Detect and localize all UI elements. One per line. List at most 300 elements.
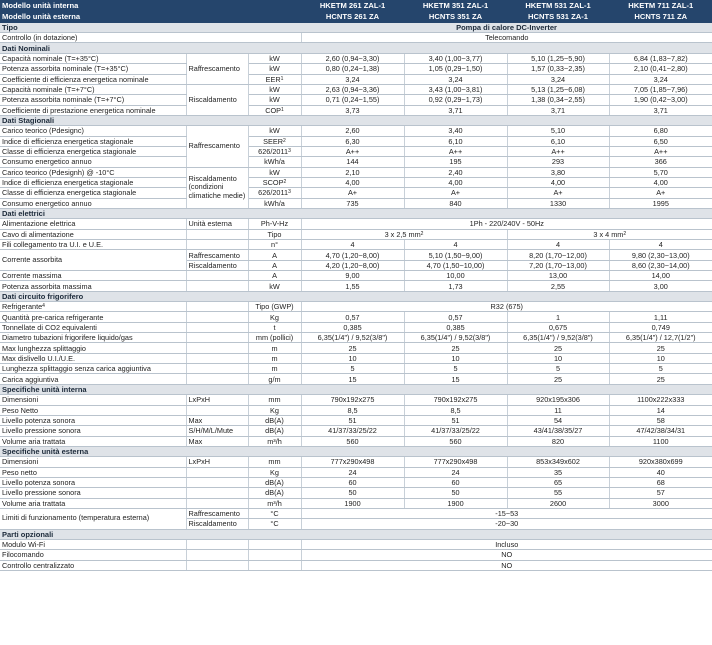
unit-cell: dB(A) — [248, 488, 301, 498]
value-cell: 144 — [301, 157, 404, 167]
external-model: HCNTS 531 ZA-1 — [507, 11, 609, 22]
unit-cell: mm — [248, 457, 301, 467]
value-cell: 4,70 (1,20~8,00) — [301, 250, 404, 260]
row-label: Classe di efficienza energetica stagionale — [0, 146, 186, 156]
value-cell: A++ — [507, 146, 609, 156]
empty-cell — [186, 312, 248, 322]
empty-cell — [248, 550, 301, 560]
sub-label: Raffrescamento — [186, 508, 248, 518]
value-cell: 25 — [301, 343, 404, 353]
value-cell: 6,50 — [609, 136, 712, 146]
row-label: Limiti di funzionamento (temperatura esterna) — [0, 508, 186, 529]
value-cell: 0,57 — [301, 312, 404, 322]
table-row — [0, 550, 712, 560]
sub-label: Max — [186, 415, 248, 425]
section-header — [0, 291, 712, 301]
value-cell: 195 — [404, 157, 507, 167]
table-row — [0, 53, 712, 63]
value-cell: 68 — [609, 477, 712, 487]
value-cell: 0,675 — [507, 322, 609, 332]
table-row — [0, 126, 712, 136]
section-title: Dati Stagionali — [0, 115, 712, 125]
row-label: Volume aria trattata — [0, 498, 186, 508]
value-cell: 293 — [507, 157, 609, 167]
value-cell: 5,10 (1,25~5,90) — [507, 53, 609, 63]
unit-cell: °C — [248, 508, 301, 518]
unit-cell: kW — [248, 64, 301, 74]
limiti-raff-row — [0, 508, 712, 518]
table-row — [0, 498, 712, 508]
value-cell: -15~53 — [301, 508, 712, 518]
table-row — [0, 477, 712, 487]
unit-cell: 626/2011$^3$ — [248, 146, 301, 156]
group-label: Raffrescamento — [186, 126, 248, 167]
value-cell: 0,749 — [609, 322, 712, 332]
value-cell: 8,20 (1,70~12,00) — [507, 250, 609, 260]
value-cell: 920x195x306 — [507, 395, 609, 405]
value-cell: 35 — [507, 467, 609, 477]
value-cell: 13,00 — [507, 271, 609, 281]
value-cell: 6,35(1/4") / 9,52(3/8") — [507, 333, 609, 343]
unit-cell: kW — [248, 53, 301, 63]
value-cell: 15 — [301, 374, 404, 384]
row-label: Peso Netto — [0, 405, 186, 415]
table-row — [0, 198, 712, 208]
unit-cell: n° — [248, 240, 301, 250]
controllo-row — [0, 33, 712, 43]
refrigerante-row — [0, 302, 712, 312]
value-cell: 3 x 2,5 $mm^2$ — [301, 229, 507, 239]
value-cell: 51 — [301, 415, 404, 425]
tipo-value: Pompa di calore DC-Inverter — [301, 22, 712, 32]
value-cell: 4,00 — [404, 177, 507, 187]
internal-model: HKETM 351 ZAL-1 — [404, 0, 507, 11]
empty-cell — [186, 550, 248, 560]
internal-model: HKETM 531 ZAL-1 — [507, 0, 609, 11]
empty-cell — [186, 240, 248, 250]
value-cell: 40 — [609, 467, 712, 477]
table-row — [0, 415, 712, 425]
value-cell: 10 — [609, 353, 712, 363]
value-cell: 11 — [507, 405, 609, 415]
value-cell: 1,90 (0,42~3,00) — [609, 95, 712, 105]
potenza-max-row — [0, 281, 712, 291]
value-cell: 3,73 — [301, 105, 404, 115]
unit-cell: mm — [248, 395, 301, 405]
value-cell: 25 — [507, 343, 609, 353]
value-cell: 3,71 — [507, 105, 609, 115]
value-cell: 790x192x275 — [301, 395, 404, 405]
unit-cell: Ph-V-Hz — [248, 219, 301, 229]
unit-cell: COP$^1$ — [248, 105, 301, 115]
external-model: HCNTS 351 ZA — [404, 11, 507, 22]
table-row — [0, 395, 712, 405]
value-cell: 25 — [404, 343, 507, 353]
value-cell: 6,10 — [404, 136, 507, 146]
section-title: Specifiche unità esterna — [0, 446, 712, 456]
value-cell: 47/42/38/34/31 — [609, 426, 712, 436]
value-cell: 4 — [301, 240, 404, 250]
value-cell: 2600 — [507, 498, 609, 508]
group-label: Riscaldamento (condizioni climatiche medie) — [186, 167, 248, 208]
value-cell: 1,05 (0,29~1,50) — [404, 64, 507, 74]
sub-label: LxPxH — [186, 457, 248, 467]
unit-cell: mm (pollici) — [248, 333, 301, 343]
value-cell: 777x290x498 — [404, 457, 507, 467]
value-cell: 5 — [404, 364, 507, 374]
table-row — [0, 353, 712, 363]
value-cell: 6,80 — [609, 126, 712, 136]
value-cell: 7,05 (1,85~7,96) — [609, 84, 712, 94]
table-row — [0, 333, 712, 343]
value-cell: 2,63 (0,94~3,36) — [301, 84, 404, 94]
row-label: Potenza assorbita massima — [0, 281, 186, 291]
unit-cell: kWh/a — [248, 157, 301, 167]
sub-label: Max — [186, 436, 248, 446]
unit-cell: SCOP$^2$ — [248, 177, 301, 187]
value-cell: 3,71 — [609, 105, 712, 115]
value-cell: 6,30 — [301, 136, 404, 146]
header-row-external — [0, 11, 712, 22]
empty-cell — [186, 364, 248, 374]
table-row — [0, 539, 712, 549]
sub-label: Riscaldamento — [186, 260, 248, 270]
unit-cell: m — [248, 364, 301, 374]
table-row — [0, 488, 712, 498]
empty-cell — [186, 353, 248, 363]
table-row — [0, 64, 712, 74]
internal-model-label: Modello unità interna — [0, 0, 301, 11]
internal-model: HKETM 261 ZAL-1 — [301, 0, 404, 11]
table-row — [0, 343, 712, 353]
unit-cell: dB(A) — [248, 477, 301, 487]
table-row — [0, 426, 712, 436]
value-cell: 3000 — [609, 498, 712, 508]
section-title: Specifiche unità interna — [0, 384, 712, 394]
unit-cell: SEER$^2$ — [248, 136, 301, 146]
value-cell: 15 — [404, 374, 507, 384]
value-cell: 2,10 (0,41~2,80) — [609, 64, 712, 74]
unit-cell: kW — [248, 95, 301, 105]
value-cell: A++ — [301, 146, 404, 156]
group-label: Raffrescamento — [186, 53, 248, 84]
row-label: Cavo di alimentazione — [0, 229, 186, 239]
value-cell: 60 — [301, 477, 404, 487]
unit-cell: A — [248, 271, 301, 281]
value-cell: 1 — [507, 312, 609, 322]
value-cell: 5,10 — [507, 126, 609, 136]
internal-model: HKETM 711 ZAL-1 — [609, 0, 712, 11]
value-cell: 4,00 — [609, 177, 712, 187]
tipo-row — [0, 22, 712, 32]
table-row — [0, 157, 712, 167]
table-row — [0, 364, 712, 374]
section-header — [0, 384, 712, 394]
table-row — [0, 136, 712, 146]
value-cell: 60 — [404, 477, 507, 487]
value-cell: 3,40 (1,00~3,77) — [404, 53, 507, 63]
controllo-label: Controllo (in dotazione) — [0, 33, 301, 43]
value-cell: 3,24 — [404, 74, 507, 84]
row-label: Indice di efficienza energetica stagionale — [0, 136, 186, 146]
external-model-label: Modello unità esterna — [0, 11, 301, 22]
table-row — [0, 188, 712, 198]
value-cell: A+ — [609, 188, 712, 198]
value-cell: 8,60 (2,30~14,00) — [609, 260, 712, 270]
unit-cell: A — [248, 260, 301, 270]
sub-label: Raffrescamento — [186, 250, 248, 260]
value-cell: 8,5 — [404, 405, 507, 415]
empty-cell — [186, 374, 248, 384]
value-cell: 1995 — [609, 198, 712, 208]
table-row — [0, 312, 712, 322]
row-label: Livello potenza sonora — [0, 415, 186, 425]
value-cell: 1100x222x333 — [609, 395, 712, 405]
empty-cell — [186, 229, 248, 239]
unit-cell: Kg — [248, 467, 301, 477]
row-label: Dimensioni — [0, 457, 186, 467]
value-cell: 5 — [507, 364, 609, 374]
value-cell: 4 — [507, 240, 609, 250]
value-cell: 54 — [507, 415, 609, 425]
row-label: Capacità nominale (T=+7°C) — [0, 84, 186, 94]
row-label: Coefficiente di prestazione energetica nominale — [0, 105, 186, 115]
value-cell: 366 — [609, 157, 712, 167]
row-label: Livello potenza sonora — [0, 477, 186, 487]
unit-cell: kW — [248, 167, 301, 177]
row-label: Consumo energetico annuo — [0, 157, 186, 167]
row-label: Classe di efficienza energetica stagionale — [0, 188, 186, 198]
value-cell: 50 — [404, 488, 507, 498]
empty-cell — [186, 560, 248, 570]
value-cell: 3,24 — [301, 74, 404, 84]
row-label: Max lunghezza splittaggio — [0, 343, 186, 353]
value-cell: 0,92 (0,29~1,73) — [404, 95, 507, 105]
row-label: Potenza assorbita nominale (T=+35°C) — [0, 64, 186, 74]
unit-cell: m³/h — [248, 436, 301, 446]
value-cell: 6,35(1/4") / 12,7(1/2") — [609, 333, 712, 343]
unit-cell: m — [248, 343, 301, 353]
empty-cell — [186, 281, 248, 291]
value-cell: 14 — [609, 405, 712, 415]
value-cell: 10 — [404, 353, 507, 363]
row-label: Capacità nominale (T=+35°C) — [0, 53, 186, 63]
value-cell: 840 — [404, 198, 507, 208]
unit-cell: m — [248, 353, 301, 363]
value-cell: A+ — [404, 188, 507, 198]
fili-row — [0, 240, 712, 250]
sub-label: Riscaldamento — [186, 519, 248, 529]
value-cell: 1Ph - 220/240V - 50Hz — [301, 219, 712, 229]
corrente-raff-row — [0, 250, 712, 260]
header-row-internal — [0, 0, 712, 11]
section-title: Dati Nominali — [0, 43, 712, 53]
table-row — [0, 560, 712, 570]
row-label: Refrigerante$^4$ — [0, 302, 186, 312]
empty-cell — [186, 539, 248, 549]
value-cell: NO — [301, 560, 712, 570]
sub-label — [186, 488, 248, 498]
row-label: Diametro tubazioni frigorifere liquido/gas — [0, 333, 186, 343]
value-cell: 0,57 — [404, 312, 507, 322]
value-cell: 9,80 (2,30~13,00) — [609, 250, 712, 260]
unit-cell: °C — [248, 519, 301, 529]
value-cell: 1,38 (0,34~2,55) — [507, 95, 609, 105]
row-label: Livello pressione sonora — [0, 426, 186, 436]
value-cell: 24 — [301, 467, 404, 477]
tipo-label: Tipo — [0, 22, 301, 32]
row-label: Quantità pre-carica refrigerante — [0, 312, 186, 322]
value-cell: 6,35(1/4") / 9,52(3/8") — [301, 333, 404, 343]
group-label: Riscaldamento — [186, 84, 248, 115]
row-label: Lunghezza splittaggio senza carica aggiuntiva — [0, 364, 186, 374]
row-label: Fili collegamento tra U.I. e U.E. — [0, 240, 186, 250]
value-cell: -20~30 — [301, 519, 712, 529]
empty-cell — [186, 302, 248, 312]
value-cell: 2,60 — [301, 126, 404, 136]
row-label: Corrente assorbita — [0, 250, 186, 271]
value-cell: 25 — [507, 374, 609, 384]
value-cell: R32 (675) — [301, 302, 712, 312]
value-cell: 10,00 — [404, 271, 507, 281]
sub-label — [186, 405, 248, 415]
value-cell: 5,70 — [609, 167, 712, 177]
value-cell: 4,70 (1,50~10,00) — [404, 260, 507, 270]
row-label: Coefficiente di efficienza energetica nominale — [0, 74, 186, 84]
unit-cell: kWh/a — [248, 198, 301, 208]
value-cell: 790x192x275 — [404, 395, 507, 405]
row-label: Dimensioni — [0, 395, 186, 405]
unit-cell: g/m — [248, 374, 301, 384]
value-cell: A++ — [404, 146, 507, 156]
value-cell: 1900 — [404, 498, 507, 508]
value-cell: 7,20 (1,70~13,00) — [507, 260, 609, 270]
value-cell: 820 — [507, 436, 609, 446]
unit-cell: dB(A) — [248, 426, 301, 436]
value-cell: 2,55 — [507, 281, 609, 291]
value-cell: 1,73 — [404, 281, 507, 291]
sub-label: S/H/M/L/Mute — [186, 426, 248, 436]
value-cell: 4,00 — [507, 177, 609, 187]
value-cell: 1,55 — [301, 281, 404, 291]
row-label: Max dislivello U.I./U.E. — [0, 353, 186, 363]
unit-cell: kW — [248, 84, 301, 94]
value-cell: A+ — [301, 188, 404, 198]
value-cell: 41/37/33/25/22 — [301, 426, 404, 436]
value-cell: A++ — [609, 146, 712, 156]
value-cell: 9,00 — [301, 271, 404, 281]
row-label: Volume aria trattata — [0, 436, 186, 446]
value-cell: 3,00 — [609, 281, 712, 291]
unit-cell: t — [248, 322, 301, 332]
value-cell: 1330 — [507, 198, 609, 208]
value-cell: 4 — [609, 240, 712, 250]
value-cell: 4,00 — [301, 177, 404, 187]
unit-cell: Tipo — [248, 229, 301, 239]
value-cell: 2,60 (0,94~3,30) — [301, 53, 404, 63]
value-cell: 0,80 (0,24~1,38) — [301, 64, 404, 74]
alimentazione-row — [0, 219, 712, 229]
value-cell: A+ — [507, 188, 609, 198]
cavo-row — [0, 229, 712, 239]
section-header — [0, 529, 712, 539]
external-model: HCNTS 261 ZA — [301, 11, 404, 22]
section-title: Dati circuito frigorifero — [0, 291, 712, 301]
table-row — [0, 322, 712, 332]
sub-label — [186, 467, 248, 477]
external-model: HCNTS 711 ZA — [609, 11, 712, 22]
value-cell: 0,71 (0,24~1,55) — [301, 95, 404, 105]
row-label: Peso netto — [0, 467, 186, 477]
value-cell: 920x380x699 — [609, 457, 712, 467]
table-row — [0, 95, 712, 105]
value-cell: 51 — [404, 415, 507, 425]
value-cell: 5 — [609, 364, 712, 374]
unit-cell: kW — [248, 126, 301, 136]
value-cell: 3,43 (1,00~3,81) — [404, 84, 507, 94]
table-row — [0, 374, 712, 384]
unit-cell: Kg — [248, 312, 301, 322]
value-cell: 3 x 4 $mm^2$ — [507, 229, 712, 239]
value-cell: 4 — [404, 240, 507, 250]
section-title: Dati elettrici — [0, 208, 712, 218]
value-cell: 14,00 — [609, 271, 712, 281]
corrente-max-row — [0, 271, 712, 281]
empty-cell — [248, 560, 301, 570]
section-header — [0, 115, 712, 125]
empty-cell — [186, 333, 248, 343]
value-cell: 0,385 — [404, 322, 507, 332]
value-cell: 560 — [404, 436, 507, 446]
value-cell: 2,10 — [301, 167, 404, 177]
value-cell: 735 — [301, 198, 404, 208]
value-cell: 8,5 — [301, 405, 404, 415]
row-label: Controllo centralizzato — [0, 560, 186, 570]
table-row — [0, 467, 712, 477]
empty-cell — [186, 271, 248, 281]
value-cell: 5,13 (1,25~6,08) — [507, 84, 609, 94]
row-label: Corrente massima — [0, 271, 186, 281]
value-cell: 50 — [301, 488, 404, 498]
value-cell: NO — [301, 550, 712, 560]
sub-label — [186, 498, 248, 508]
row-label: Indice di efficienza energetica stagionale — [0, 177, 186, 187]
value-cell: 853x349x602 — [507, 457, 609, 467]
value-cell: 57 — [609, 488, 712, 498]
section-header — [0, 446, 712, 456]
table-row — [0, 457, 712, 467]
value-cell: 2,40 — [404, 167, 507, 177]
value-cell: 3,80 — [507, 167, 609, 177]
row-label: Livello pressione sonora — [0, 488, 186, 498]
value-cell: 43/41/38/35/27 — [507, 426, 609, 436]
unit-cell: Tipo (GWP) — [248, 302, 301, 312]
section-header — [0, 208, 712, 218]
unit-cell: EER$^1$ — [248, 74, 301, 84]
sub-label: LxPxH — [186, 395, 248, 405]
value-cell: 25 — [609, 374, 712, 384]
row-label: Carica aggiuntiva — [0, 374, 186, 384]
value-cell: 560 — [301, 436, 404, 446]
unit-cell: 626/2011$^3$ — [248, 188, 301, 198]
table-row — [0, 84, 712, 94]
value-cell: 5 — [301, 364, 404, 374]
table-row — [0, 177, 712, 187]
sub-label: Unità esterna — [186, 219, 248, 229]
value-cell: 3,24 — [609, 74, 712, 84]
table-row — [0, 74, 712, 84]
value-cell: 24 — [404, 467, 507, 477]
